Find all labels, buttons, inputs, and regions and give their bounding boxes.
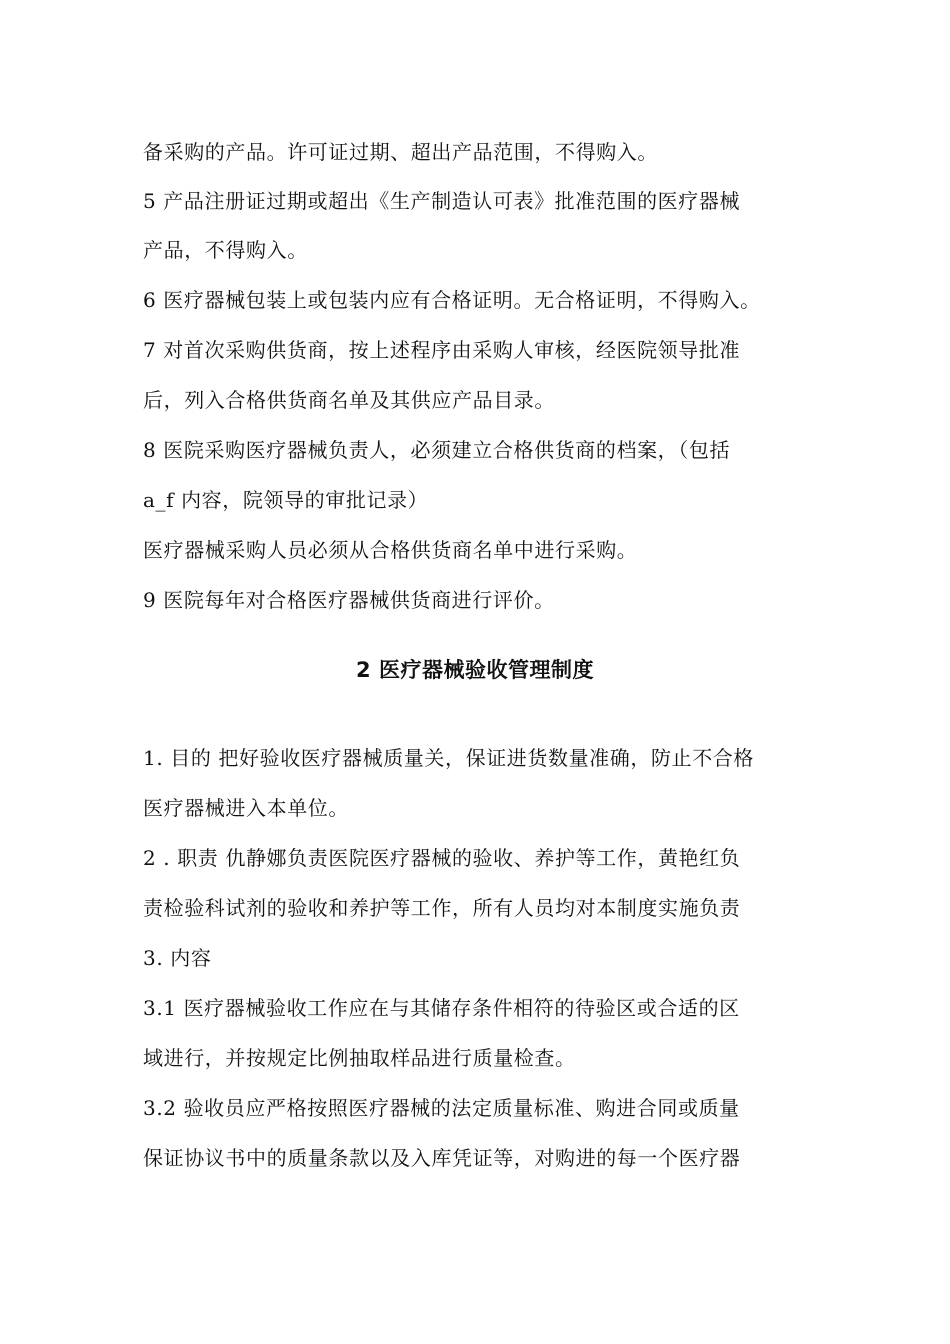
- paragraph-line: 域进行，并按规定比例抽取样品进行质量检查。: [143, 1046, 576, 1070]
- paragraph-line: 备采购的产品。许可证过期、超出产品范围，不得购入。: [143, 140, 658, 164]
- paragraph-line: 3.1 医疗器械验收工作应在与其储存条件相符的待验区或合适的区: [143, 996, 740, 1020]
- paragraph-line: 产品，不得购入。: [143, 238, 308, 262]
- paragraph-line: 1. 目的 把好验收医疗器械质量关，保证进货数量准确，防止不合格: [143, 746, 754, 770]
- paragraph-line: 2 . 职责 仇静娜负责医院医疗器械的验收、养护等工作，黄艳红负: [143, 846, 741, 870]
- paragraph-line: 9 医院每年对合格医疗器械供货商进行评价。: [143, 588, 555, 612]
- section-heading: 2 医疗器械验收管理制度: [356, 658, 594, 682]
- paragraph-line: a_f 内容，院领导的审批记录）: [143, 488, 429, 512]
- paragraph-line: 3. 内容: [143, 946, 212, 970]
- paragraph-line: 责检验科试剂的验收和养护等工作，所有人员均对本制度实施负责: [143, 896, 741, 920]
- paragraph-line: 后，列入合格供货商名单及其供应产品目录。: [143, 388, 555, 412]
- paragraph-line: 5 产品注册证过期或超出《生产制造认可表》批准范围的医疗器械: [143, 189, 741, 213]
- paragraph-line: 医疗器械采购人员必须从合格供货商名单中进行采购。: [143, 538, 638, 562]
- paragraph-line: 医疗器械进入本单位。: [143, 796, 349, 820]
- paragraph-line: 7 对首次采购供货商，按上述程序由采购人审核，经医院领导批准: [143, 338, 741, 362]
- paragraph-line: 8 医院采购医疗器械负责人，必须建立合格供货商的档案，（包括: [143, 438, 731, 462]
- paragraph-line: 保证协议书中的质量条款以及入库凭证等，对购进的每一个医疗器: [143, 1146, 741, 1170]
- paragraph-line: 6 医疗器械包装上或包装内应有合格证明。无合格证明，不得购入。: [143, 288, 761, 312]
- paragraph-line: 3.2 验收员应严格按照医疗器械的法定质量标准、购进合同或质量: [143, 1096, 740, 1120]
